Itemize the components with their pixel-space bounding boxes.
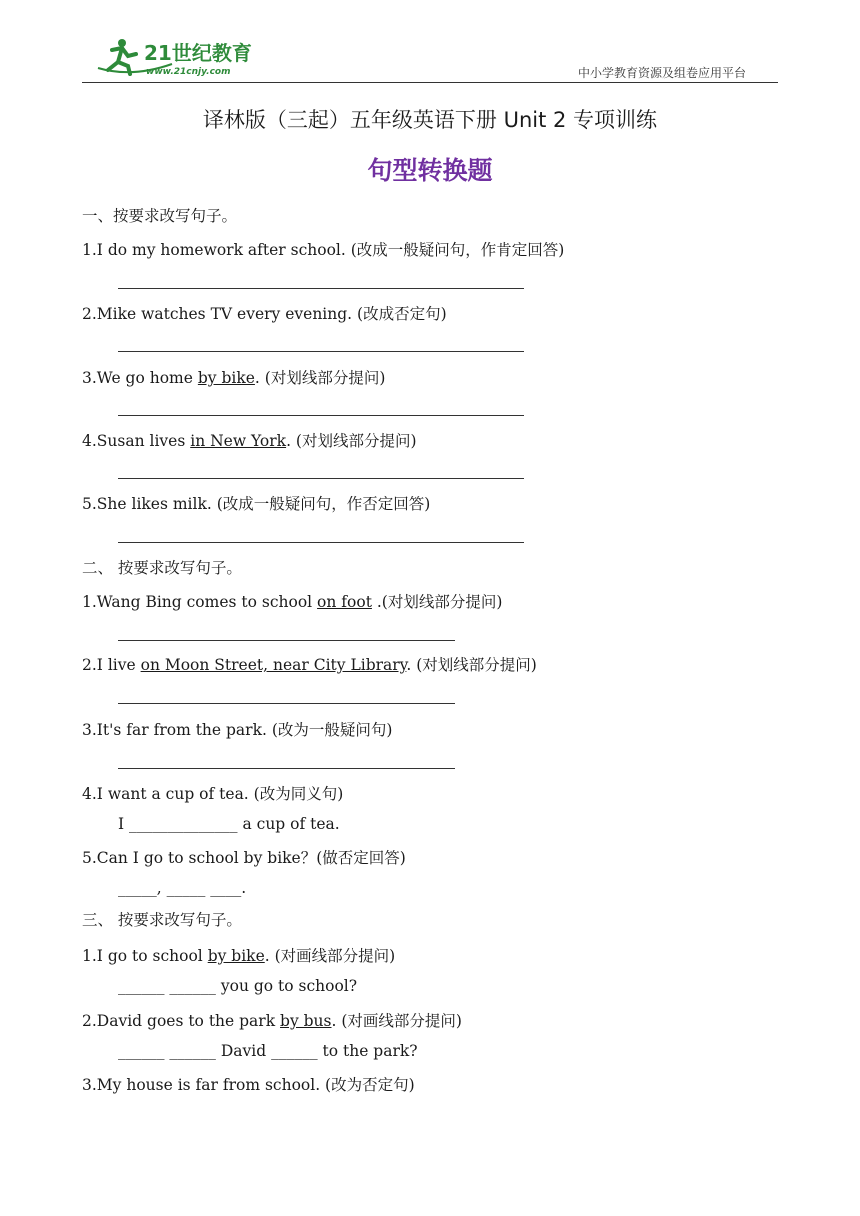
s2-question-4: 4.I want a cup of tea. (改为同义句) <box>82 785 344 803</box>
s3-question-2: 2.David goes to the park by bus. (对画线部分提问) <box>82 1012 462 1030</box>
s1-question-4: 4.Susan lives in New York. (对划线部分提问) <box>82 432 417 450</box>
s1-question-5: 5.She likes milk. (改成一般疑问句，作否定回答) <box>82 495 431 513</box>
s2-question-5: 5.Can I go to school by bike？(做否定回答) <box>82 849 406 867</box>
page-subtitle: 句型转换题 <box>367 156 493 185</box>
s2-question-3: 3.It's far from the park. (改为一般疑问句) <box>82 721 393 739</box>
s3-answer-2: ______ ______ David ______ to the park? <box>118 1042 418 1060</box>
s1-question-1: 1.I do my homework after school. (改成一般疑问句，作肯定回答) <box>82 241 565 259</box>
answer-line <box>118 768 455 769</box>
answer-line <box>118 703 455 704</box>
s2-answer-5: _____, _____ ____. <box>118 879 247 897</box>
answer-line <box>118 542 524 543</box>
svg-text:www.21cnjy.com: www.21cnjy.com <box>146 67 231 77</box>
s2-answer-4: I ______________ a cup of tea. <box>118 815 340 833</box>
s2-question-2: 2.I live on Moon Street, near City Library. (对划线部分提问) <box>82 656 537 674</box>
svg-text:21世纪教育: 21世纪教育 <box>144 41 252 65</box>
section1-heading: 一、按要求改写句子。 <box>82 207 238 225</box>
s3-question-3: 3.My house is far from school. (改为否定句) <box>82 1076 415 1094</box>
answer-line <box>118 640 455 641</box>
answer-line <box>118 351 524 352</box>
logo <box>92 34 272 78</box>
answer-line <box>118 415 524 416</box>
page-header <box>82 30 778 83</box>
answer-line <box>118 288 524 289</box>
page-title: 译林版（三起）五年级英语下册 Unit 2 专项训练 <box>202 108 658 132</box>
header-platform-text: 中小学教育资源及组卷应用平台 <box>577 66 746 80</box>
s1-question-2: 2.Mike watches TV every evening. (改成否定句) <box>82 305 447 323</box>
section3-heading: 三、 按要求改写句子。 <box>82 911 242 929</box>
s2-question-1: 1.Wang Bing comes to school on foot .(对划线部分提问) <box>82 593 503 611</box>
s1-question-3: 3.We go home by bike. (对划线部分提问) <box>82 369 386 387</box>
s3-answer-1: ______ ______ you go to school? <box>118 977 358 995</box>
s3-question-1: 1.I go to school by bike. (对画线部分提问) <box>82 947 396 965</box>
answer-line <box>118 478 524 479</box>
section2-heading: 二、 按要求改写句子。 <box>82 559 242 577</box>
